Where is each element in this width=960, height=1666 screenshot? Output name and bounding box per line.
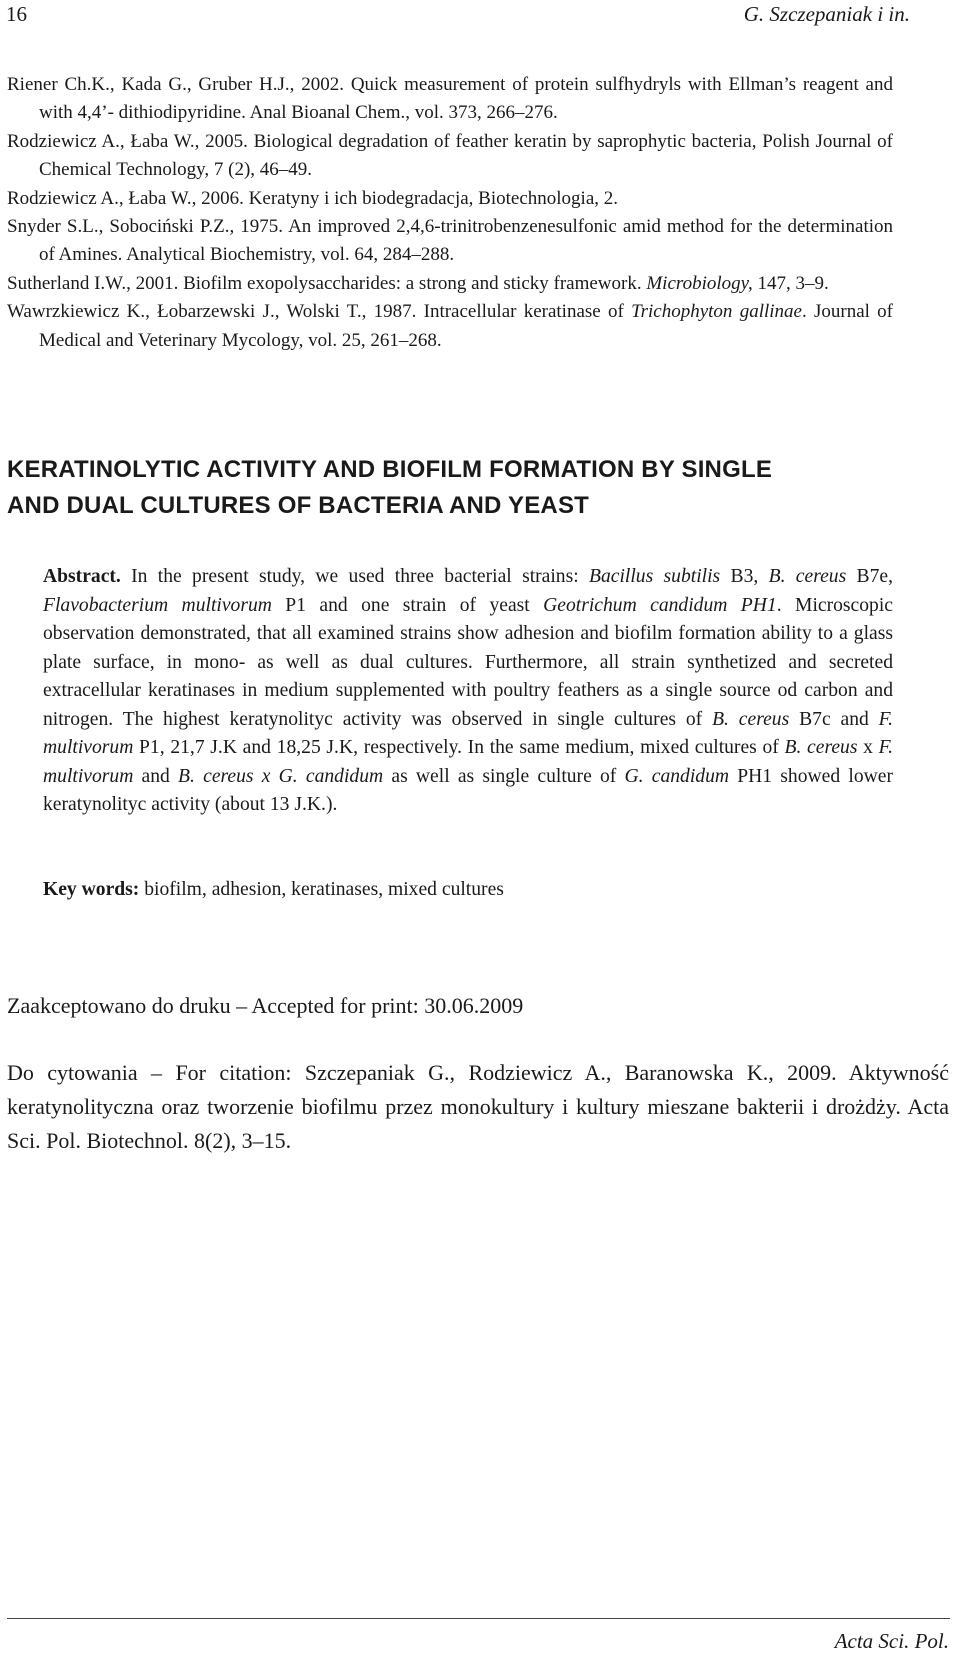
reference-text: . Journal of Medical and Veterinary Mycology, vol. 25, 261–268. (39, 301, 894, 351)
species-name: B. cereus (768, 566, 847, 587)
species-name: Geotrichum candidum PH1 (543, 594, 777, 616)
reference-text: 147, 3–9. (752, 272, 829, 294)
abstract-text: B7c and (789, 708, 879, 730)
abstract-text: and (133, 765, 179, 787)
keywords (43, 879, 504, 901)
abstract-text: B7e, (846, 566, 894, 587)
abstract-text: P1 and one strain of yeast (271, 594, 544, 616)
title-line-1: KERATINOLYTIC ACTIVITY AND BIOFILM FORMATION BY SINGLE (7, 456, 773, 483)
species-name: B. cereus (784, 737, 858, 758)
species-name: Trichophyton gallinae (631, 301, 802, 323)
reference-text: Sutherland I.W., 2001. Biofilm exopolysaccharides: a strong and sticky framework. (7, 272, 647, 294)
abstract-text: . Microscopic observation demonstrated, that all examined strains show adhesion and biofilm formation ability to a glass plate surface, in mono- as well as dual cultures. Furthermore, all strain synthetized and secreted extracellular keratinases in medium supplemented with poultry feathers as a single source od carbon and nitrogen. The highest keratynolityc activity was observed in single cultures of (43, 594, 893, 730)
reference-item: Rodziewicz A., Łaba W., 2005. Biological degradation of feather keratin by saprophytic bacteria, Polish Journal of Chemical Technology, 7 (2), 46–49. (7, 130, 893, 181)
abstract-text: P1, 21,7 J.K and 18,25 J.K, respectively. In the same medium, mixed cultures of (133, 737, 785, 758)
abstract-text: PH1 showed lower keratynolityc activity (about 13 J.K.). (43, 765, 893, 815)
page-number: 16 (6, 2, 27, 26)
reference-list (7, 71, 893, 355)
footer-journal: Acta Sci. Pol. (834, 1629, 949, 1653)
accepted-date: Zaakceptowano do druku – Accepted for print: 30.06.2009 (7, 993, 524, 1018)
abstract-text: as well as single culture of (383, 765, 625, 787)
reference-item (7, 270, 893, 298)
keywords-text: biofilm, adhesion, keratinases, mixed cultures (139, 879, 504, 900)
english-title (7, 452, 907, 524)
reference-item (7, 298, 893, 355)
journal-name: Microbiology, (646, 272, 753, 294)
citation: Do cytowania – For citation: Szczepaniak G., Rodziewicz A., Baranowska K., 2009. Aktywność keratynolityczna oraz tworzenie biofilmu przez monokultury i kultury mieszane bakterii i drożdży. Acta Sci. Pol. Biotechnol. 8(2), 3–15. (7, 1060, 949, 1153)
abstract-label: Abstract. (43, 566, 121, 587)
title-line-2: AND DUAL CULTURES OF BACTERIA AND YEAST (7, 492, 590, 519)
reference-item: Snyder S.L., Sobociński P.Z., 1975. An improved 2,4,6-trinitrobenzenesulfonic amid method for the determination of Amines. Analytical Biochemistry, vol. 64, 284–288. (7, 216, 893, 266)
keywords-label: Key words: (43, 879, 140, 900)
footer-divider (7, 1618, 950, 1619)
abstract-text: x (857, 737, 879, 758)
abstract-text: B3, (720, 566, 769, 587)
species-name: G. candidum (624, 765, 730, 787)
abstract-text: In the present study, we used three bacterial strains: (120, 566, 589, 587)
reference-text: Wawrzkiewicz K., Łobarzewski J., Wolski T., 1987. Intracellular keratinase of (7, 301, 632, 323)
page-header (6, 2, 910, 38)
abstract (43, 563, 893, 820)
species-name: B. cereus (712, 708, 790, 730)
species-name: Bacillus subtilis (589, 566, 721, 587)
species-name: Flavobacterium multivorum (43, 594, 272, 616)
species-name: F. multivorum (43, 708, 893, 758)
reference-item: Rodziewicz A., Łaba W., 2006. Keratyny i ich biodegradacja, Biotechnologia, 2. (7, 187, 618, 209)
running-head: G. Szczepaniak i in. (743, 2, 910, 26)
species-name: F. multivorum (43, 737, 894, 787)
reference-item: Riener Ch.K., Kada G., Gruber H.J., 2002. Quick measurement of protein sulfhydryls with Ellman’s reagent and with 4,4’- dithiodipyridine. Anal Bioanal Chem., vol. 373, 266–276. (7, 74, 893, 124)
species-name: B. cereus x G. candidum (178, 765, 384, 787)
